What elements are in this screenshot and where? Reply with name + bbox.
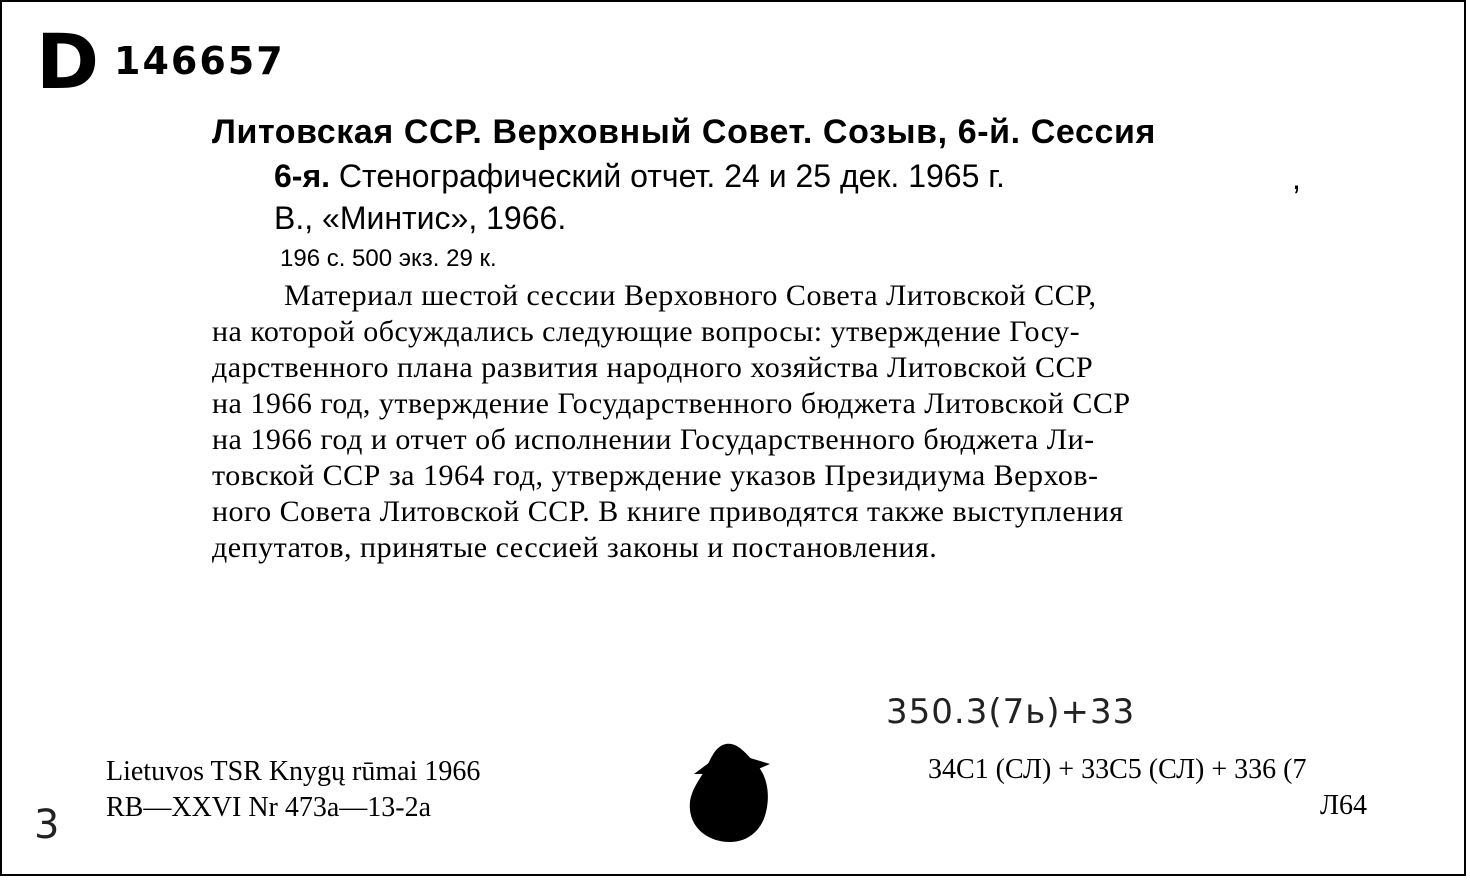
handwritten-number: 3 <box>34 802 60 848</box>
author-mark: Л64 <box>1320 790 1367 821</box>
annotation-line: на 1966 год и отчет об исполнении Государственного бюджета Ли- <box>212 423 1095 456</box>
record-line: RB—XXVI Nr 473a—13-2a <box>106 792 432 823</box>
ink-blot-icon <box>686 740 772 844</box>
stenographic-report: Стенографический отчет. 24 и 25 дек. 1965 г. <box>330 158 1005 194</box>
annotation-line: на 1966 год, утверждение Государственного бюджета Литовской ССР <box>212 387 1131 420</box>
annotation <box>212 278 1374 566</box>
annotation-line: ного Совета Литовской ССР. В книге приводятся также выступления <box>212 495 1124 528</box>
handwritten-classification: 350.3(7ь)+33 <box>886 692 1136 732</box>
collation: 196 с. 500 экз. 29 к. <box>280 245 497 272</box>
title-line-2 <box>274 156 1005 196</box>
annotation-line: товской ССР за 1964 год, утверждение указов Президиума Верхов- <box>212 459 1099 492</box>
footer-imprint <box>106 754 480 826</box>
publisher-line: Lietuvos TSR Knygų rūmai 1966 <box>106 756 481 787</box>
annotation-line: депутатов, принятые сессией законы и постановления. <box>212 531 938 564</box>
session-number: 6-я. <box>274 158 331 194</box>
accession-prefix: D <box>36 17 100 106</box>
classification-index: 34С1 (СЛ) + 33С5 (СЛ) + 336 (7 <box>928 754 1307 785</box>
accession-number: 146657 <box>114 39 285 83</box>
annotation-line: на которой обсуждались следующие вопросы: утверждение Госу- <box>212 315 1081 348</box>
imprint-line: В., «Минтис», 1966. <box>274 200 567 236</box>
annotation-line: Материал шестой сессии Верховного Совета Литовской ССР, <box>284 279 1097 312</box>
title-line-1: Литовская ССР. Верховный Совет. Созыв, 6-й. Сессия <box>212 113 1156 151</box>
annotation-line: дарственного плана развития народного хозяйства Литовской ССР <box>212 351 1094 384</box>
stray-mark: , <box>1292 160 1301 196</box>
